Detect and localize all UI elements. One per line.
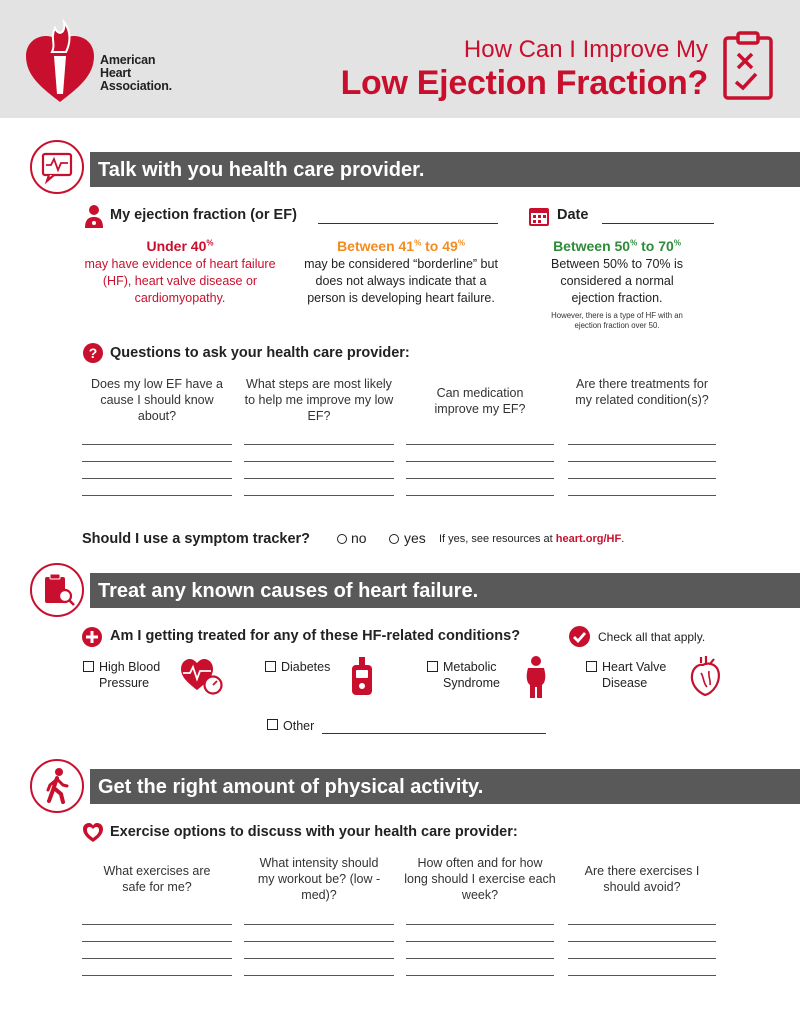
- metabolic-syndrome-checkbox[interactable]: [427, 661, 438, 672]
- exercise-label: Exercise options to discuss with your health care provider:: [110, 824, 518, 840]
- plus-icon: [82, 627, 102, 647]
- ef-range-body: may have evidence of heart failure (HF), heart valve disease or cardiomyopathy.: [84, 257, 276, 305]
- page-title-line2: Low Ejection Fraction?: [340, 64, 708, 102]
- page-title-line1: How Can I Improve My: [463, 36, 708, 63]
- ef-label: My ejection fraction (or EF): [110, 207, 297, 223]
- glucose-meter-icon: [350, 656, 374, 696]
- exercise-question-avoid: Are there exercises I should avoid?: [584, 864, 700, 894]
- question-cause: Does my low EF have a cause I should know about?: [91, 377, 223, 423]
- question-steps: What steps are most likely to help me improve my low EF?: [244, 377, 394, 423]
- section1-band: [90, 152, 800, 187]
- section3-heading: Get the right amount of physical activity.: [98, 776, 484, 798]
- ef-range-under-40: [80, 238, 280, 307]
- exercise-answer-lines-safe[interactable]: [82, 924, 232, 992]
- tracker-question: Should I use a symptom tracker?: [82, 531, 311, 547]
- high-blood-pressure-checkbox[interactable]: [83, 661, 94, 672]
- tracker-yes-label: yes: [404, 530, 426, 546]
- high-blood-pressure-label: High Blood Pressure: [99, 660, 161, 690]
- person-body-icon: [524, 655, 548, 699]
- answer-lines-treatments[interactable]: [568, 444, 716, 512]
- check-all-note: Check all that apply.: [598, 630, 706, 644]
- ef-range-body: may be considered “borderline” but does not always indicate that a person is developing heart failure.: [304, 257, 498, 305]
- clipboard-magnifier-icon: [30, 563, 84, 617]
- heart-valve-disease-label: Heart Valve Disease: [602, 660, 667, 690]
- exercise-answer-lines-avoid[interactable]: [568, 924, 716, 992]
- heart-valve-disease-checkbox[interactable]: [586, 661, 597, 672]
- ef-range-title: Between 50% to 70%: [553, 238, 681, 254]
- answer-lines-medication[interactable]: [406, 444, 554, 512]
- tracker-note: [439, 533, 624, 545]
- heart-org-link[interactable]: heart.org/HF: [555, 533, 622, 545]
- tracker-no-radio[interactable]: [337, 534, 347, 544]
- metabolic-syndrome-label: Metabolic Syndrome: [443, 660, 500, 690]
- question-icon: [83, 343, 103, 363]
- other-label: Other: [283, 719, 315, 733]
- exercise-question-frequency: How often and for how long should I exercise each week?: [404, 856, 556, 902]
- check-circle-icon: [569, 626, 590, 647]
- tracker-yes-radio[interactable]: [389, 534, 399, 544]
- tracker-note-period: .: [621, 533, 625, 545]
- heart-monitor-chat-icon: [30, 140, 84, 194]
- exercise-answer-lines-intensity[interactable]: [244, 924, 394, 992]
- questions-label: Questions to ask your health care provider:: [110, 345, 410, 361]
- question-treatments: Are there treatments for my related condition(s)?: [575, 377, 709, 407]
- diabetes-checkbox[interactable]: [265, 661, 276, 672]
- checklist-clipboard-icon: [722, 30, 774, 102]
- org-name-line2: Heart: [100, 66, 131, 80]
- ef-range-41-49: [297, 238, 505, 307]
- exercise-question-safe: What exercises are safe for me?: [103, 864, 211, 894]
- section3-band: [90, 769, 800, 804]
- walking-person-icon: [30, 759, 84, 813]
- exercise-question-intensity: What intensity should my workout be? (low - med)?: [257, 856, 381, 902]
- other-checkbox[interactable]: [267, 719, 278, 730]
- heart-pressure-gauge-icon: [179, 656, 225, 696]
- section2-heading: Treat any known causes of heart failure.: [98, 580, 479, 602]
- answer-lines-cause[interactable]: [82, 444, 232, 512]
- ef-range-note: However, there is a type of HF with an ejection fraction over 50.: [551, 311, 683, 330]
- conditions-question: Am I getting treated for any of these HF-related conditions?: [110, 628, 521, 644]
- answer-lines-steps[interactable]: [244, 444, 394, 512]
- diabetes-label: Diabetes: [281, 660, 331, 674]
- question-medication: Can medication improve my EF?: [434, 386, 526, 416]
- org-name-line1: American: [100, 53, 156, 67]
- other-input-line[interactable]: [322, 733, 546, 734]
- date-label: Date: [557, 207, 589, 223]
- ef-range-50-70: [527, 238, 707, 331]
- org-name: [100, 54, 172, 93]
- section2-band: [90, 573, 800, 608]
- date-input-line[interactable]: [602, 223, 714, 224]
- org-name-line3: Association.: [100, 79, 172, 93]
- svg-text:?: ?: [88, 345, 98, 361]
- ef-range-body: Between 50% to 70% is considered a normal ejection fraction.: [550, 257, 684, 305]
- ef-input-line[interactable]: [318, 223, 498, 224]
- exercise-answer-lines-frequency[interactable]: [406, 924, 554, 992]
- anatomical-heart-icon: [689, 655, 721, 697]
- aha-torch-heart-logo: [22, 14, 98, 106]
- tracker-no-label: no: [351, 530, 367, 546]
- ef-range-title: Between 41% to 49%: [337, 238, 465, 254]
- section1-heading: Talk with you health care provider.: [98, 159, 425, 181]
- heart-shield-icon: [82, 822, 104, 843]
- tracker-note-text: If yes, see resources at: [439, 533, 553, 545]
- ef-range-title: Under 40%: [146, 238, 214, 254]
- calendar-icon: [528, 205, 550, 227]
- doctor-icon: [84, 204, 104, 228]
